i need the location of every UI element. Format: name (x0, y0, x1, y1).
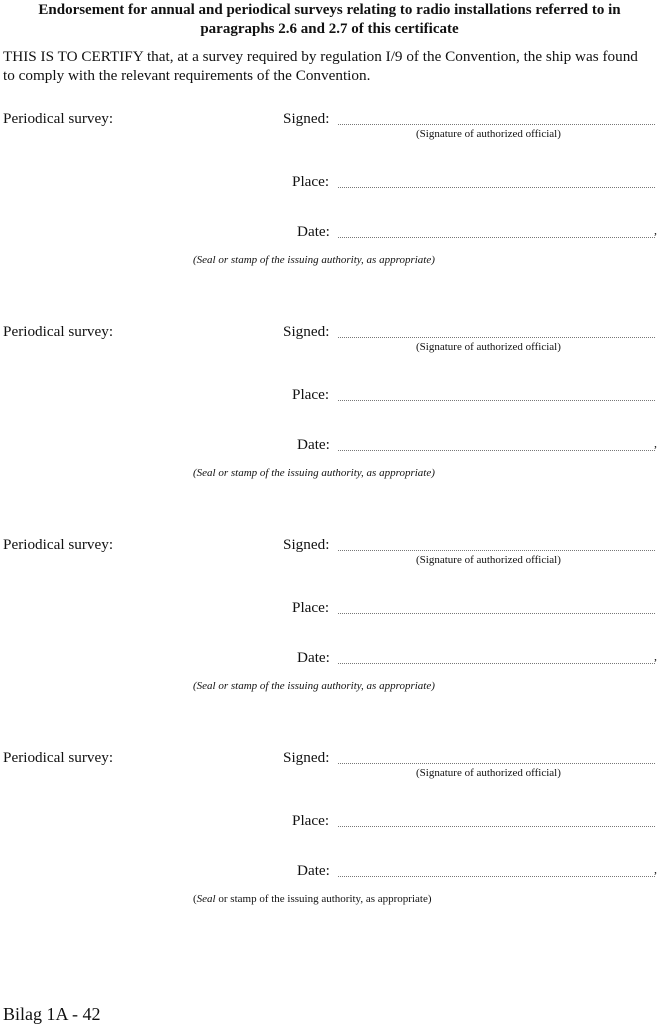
date-label: Date: (297, 223, 330, 240)
date-field[interactable] (338, 450, 655, 451)
signature-field[interactable] (338, 124, 655, 125)
signature-field[interactable] (338, 550, 655, 551)
periodical-survey-label: Periodical survey: (3, 110, 114, 127)
date-label: Date: (297, 862, 330, 879)
date-comma: , (654, 649, 657, 663)
place-field[interactable] (338, 400, 655, 401)
document-title: Endorsement for annual and periodical surveys relating to radio installations referred to in paragraphs 2.6 and 2.7 of this certificate (38, 2, 621, 37)
date-field[interactable] (338, 237, 655, 238)
survey-endorsement-block-4 (0, 749, 659, 949)
place-label: Place: (292, 173, 330, 190)
periodical-survey-label: Periodical survey: (3, 323, 114, 340)
survey-endorsement-block-1 (0, 110, 659, 310)
place-label: Place: (292, 386, 330, 403)
signature-caption: (Signature of authorized official) (416, 128, 561, 140)
periodical-survey-label: Periodical survey: (3, 749, 114, 766)
seal-note-italic: Seal (196, 893, 216, 905)
date-label: Date: (297, 436, 330, 453)
certification-statement: THIS IS TO CERTIFY that, at a survey required by regulation I/9 of the Convention, the ship was found to comply with the relevant requirements of the Convention. (3, 48, 638, 84)
place-field[interactable] (338, 826, 655, 827)
page-footer: Bilag 1A - 42 (3, 1004, 101, 1024)
seal-note: (Seal or stamp of the issuing authority, as appropriate) (193, 680, 435, 692)
date-label: Date: (297, 649, 330, 666)
signed-label: Signed: (283, 536, 330, 553)
periodical-survey-label: Periodical survey: (3, 536, 114, 553)
survey-endorsement-block-2 (0, 323, 659, 523)
date-comma: , (654, 436, 657, 450)
signature-caption: (Signature of authorized official) (416, 341, 561, 353)
seal-note-rest: or stamp of the issuing authority, as appropriate) (215, 893, 432, 905)
survey-endorsement-block-3 (0, 536, 659, 736)
place-label: Place: (292, 812, 330, 829)
signature-caption: (Signature of authorized official) (416, 554, 561, 566)
seal-note-prefix: ( (193, 893, 197, 905)
signature-field[interactable] (338, 763, 655, 764)
date-field[interactable] (338, 663, 655, 664)
signed-label: Signed: (283, 323, 330, 340)
date-comma: , (654, 862, 657, 876)
place-field[interactable] (338, 187, 655, 188)
signed-label: Signed: (283, 110, 330, 127)
place-field[interactable] (338, 613, 655, 614)
date-comma: , (654, 223, 657, 237)
signature-caption: (Signature of authorized official) (416, 767, 561, 779)
seal-note: (Seal or stamp of the issuing authority, as appropriate) (193, 254, 435, 266)
signed-label: Signed: (283, 749, 330, 766)
seal-note: (Seal or stamp of the issuing authority, as appropriate) (193, 467, 435, 479)
place-label: Place: (292, 599, 330, 616)
signature-field[interactable] (338, 337, 655, 338)
date-field[interactable] (338, 876, 655, 877)
seal-note (193, 893, 432, 905)
